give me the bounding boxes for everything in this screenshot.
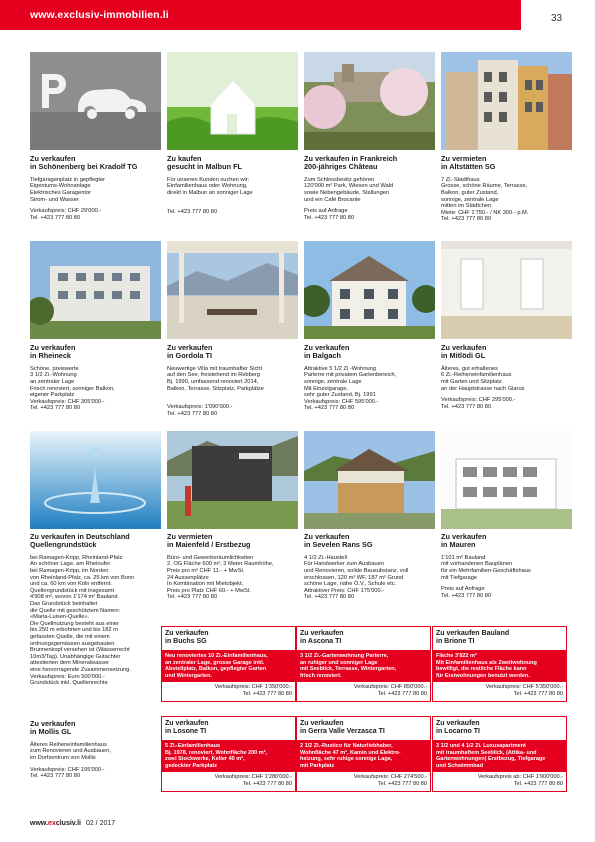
- listing-gordola: [167, 344, 298, 417]
- listing-title: Zu verkaufen in Balgach: [304, 343, 350, 361]
- listing-price: Preis auf Anfrage Tel. +423 777 80 80: [304, 208, 355, 221]
- listing-title: Zu kaufen gesucht in Malbun FL: [167, 154, 242, 172]
- listing-balgach: [304, 344, 435, 412]
- listing-altstaetten: [441, 155, 572, 223]
- header-bar: [0, 0, 521, 30]
- box-title: Zu verkaufen in Ascona TI: [300, 630, 344, 645]
- listing-mauren: [441, 533, 572, 599]
- listing-quellengrundstueck: [30, 533, 162, 687]
- page-number: 33: [551, 13, 563, 24]
- listing-desc: Büro- und Gewerberäumlichkeiten 2. OG Fläche 600 m², 3 Meter Raumhöhe, Preis pro m² CHF 11.- + MwSt. 24 Aussenplätze In Kombination mit Mietobjekt, Preis pro Platz CHF 60.- + MwSt.: [167, 554, 274, 594]
- listing-desc: Zum Schlossbesitz gehören 120'000 m² Park, Wiesen und Wald sowie Nebengebäude, Stallungen und ein Café Brocante: [304, 176, 394, 203]
- listing-sevelen: [304, 533, 435, 601]
- featured-gerra: [296, 716, 431, 792]
- featured-buchs: [161, 626, 296, 702]
- photo-townhouse: [441, 52, 572, 150]
- listing-schoenenberg: [30, 155, 161, 221]
- featured-locarno: [432, 716, 567, 792]
- listing-title: Zu verkaufen in Deutschland Quellengrundstück: [30, 532, 130, 550]
- listing-desc: 4 1/2 Zi.-Haustell Für Handwerker zum Ausbauen und Renovieren, solide Bausubstanz, voll erschlossen, 120 m² WF, 187 m² Grund schöne Lage, nähe Ö.V., Schule etc. Attraktiver Preis: CHF 175'000.-: [304, 554, 409, 594]
- box-price: Verkaufspreis ab: CHF 1'900'000.- Tel. +423 777 80 80: [477, 774, 563, 787]
- box-title: Zu verkaufen Bauland in Brione TI: [436, 630, 510, 645]
- photo-balgach: [304, 241, 435, 339]
- box-title: Zu verkaufen in Buchs SG: [165, 630, 209, 645]
- photo-rheineck: [30, 241, 161, 339]
- listing-title: Zu verkaufen in Mauren: [441, 532, 487, 550]
- box-desc: Neu renoviertes 10 Zi.-Einfamilienhaus, an zentraler Lage, grosse Garage inkl. Abstellplatz, Balkon, gepflegter Garten und Wintergarten.: [162, 650, 295, 682]
- footer-url-highlight: ex: [48, 820, 56, 827]
- listing-price: Verkaufspreis: CHF 195'000.- Tel. +423 777 80 80: [30, 766, 105, 780]
- box-price: Verkaufspreis: CHF 274'500.- Tel. +423 777 80 80: [353, 774, 427, 787]
- photo-gordola: [167, 241, 298, 339]
- listing-price: Tel. +423 777 80 80: [167, 208, 218, 215]
- photo-sevelen: [304, 431, 435, 529]
- box-title: Zu verkaufen in Losone TI: [165, 720, 209, 735]
- listing-title: Zu verkaufen in Gordola TI: [167, 343, 213, 361]
- listing-title: Zu verkaufen in Schönenberg bei Kradolf TG: [30, 154, 138, 172]
- box-price: Verkaufspreis: CHF 5'350'000.- Tel. +423 777 80 80: [485, 684, 563, 697]
- box-price: Verkaufspreis: CHF 1'350'000.- Tel. +423 777 80 80: [214, 684, 292, 697]
- footer-url-rest: clusiv.li: [55, 820, 81, 827]
- listing-title: Zu verkaufen in Frankreich 200-jähriges Château: [304, 154, 398, 172]
- featured-losone: [161, 716, 296, 792]
- listing-desc: Für unseren Kunden suchen wir: Einfamilienhaus oder Wohnung, direkt in Malbun an sonniger Lage: [167, 176, 253, 196]
- photo-mitloedi: [441, 241, 572, 339]
- footer-url-prefix: www.: [30, 820, 49, 827]
- box-desc: 2 1/2 Zi.-Rustico für Naturliebhaber, Wohnfläche 47 m², Kamin und Elektro- heizung, sehr ruhige sonnige Lage, mit Parkplatz: [297, 740, 430, 772]
- box-desc: 5 Zi.-Einfamilienhaus Bj. 1978, renoviert, Wohnfläche 200 m², zwei Stockwerke, Keller 40 m², gedeckter Parkplatz: [162, 740, 295, 772]
- listing-desc: Schöne, preiswerte 3 1/2 Zi.-Wohnung an zentraler Lage Frisch renoviert, sonniger Balkon, eigener Parkplatz: [30, 365, 115, 399]
- listing-mollis: [30, 720, 161, 780]
- listing-desc: Neuwertige Villa mit traumhafter Sicht auf den See, freistehend im Rebberg Bj. 1990, umfassend renoviert 2014, Balkon, Terrasse, Sitzplatz, Parkplätze: [167, 365, 264, 392]
- listing-title: Zu verkaufen in Mollis GL: [30, 719, 76, 737]
- listing-title: Zu vermieten in Altstätten SG: [441, 154, 496, 172]
- photo-house-grass: [167, 52, 298, 150]
- photo-mauren: [441, 431, 572, 529]
- featured-brione: [432, 626, 567, 702]
- page-header: [0, 0, 595, 30]
- listing-mitloedi: [441, 344, 572, 410]
- box-desc: 3 1/2 Zi.-Gartenwohnung Parterre, an ruhiger und sonniger Lage mit Seeblick, Terrasse, Wintergarten, frisch renoviert.: [297, 650, 430, 682]
- listing-frankreich: [304, 155, 435, 221]
- box-title: Zu verkaufen in Locarno TI: [436, 720, 480, 735]
- listing-desc: Tiefgaragenplatz in gepflegter Eigentums-Wohnanlage Elektrisches Garagentor Strom- und Wasser: [30, 176, 106, 203]
- listing-title: Zu vermieten in Maienfeld / Erstbezug: [167, 532, 251, 550]
- featured-ascona: [296, 626, 431, 702]
- photo-chateau: [304, 52, 435, 150]
- page-footer: [30, 820, 115, 827]
- listing-desc: Älteres Reiheneinfamilienhaus zum Renovieren und Ausbauen, im Dorfzentrum von Mollis: [30, 741, 111, 761]
- photo-water-drop: [30, 431, 161, 529]
- listing-price: Verkaufspreis: CHF 305'000.- Tel. +423 777 80 80: [30, 398, 105, 412]
- listing-title: Zu verkaufen in Rheineck: [30, 343, 76, 361]
- box-desc: 3 1/2 und 4 1/2 Zi. Luxusapartment mit traumhaftem Seeblick, (Attika- und Gartenwohnungen) Erstbezug, Tiefgarage und Schwimmbad: [433, 740, 566, 772]
- listing-price: Tel. +423 777 80 80: [167, 594, 218, 601]
- footer-issue: 02 / 2017: [85, 820, 116, 827]
- listing-desc: Älteres, gut erhaltenes 6 Zi.-Reiheneinfamilienhaus mit Garten und Sitzplatz an der Hauptstrasse nach Glarus: [441, 365, 525, 392]
- listing-title: Zu verkaufen in Mitlödi GL: [441, 343, 487, 361]
- listing-maienfeld: [167, 533, 298, 601]
- photo-maienfeld: [167, 431, 298, 529]
- box-title: Zu verkaufen in Gerra Valle Verzasca TI: [300, 720, 385, 735]
- listing-price: Tel. +423 777 80 80: [304, 594, 355, 601]
- box-price: Verkaufspreis: CHF 850'000.- Tel. +423 777 80 80: [353, 684, 427, 697]
- listing-desc: Attraktive 5 1/2 Zi.-Wohnung Parterre mit privatem Gartenbereich, sonnige, zentrale Lage Mit Einzelgarage, sehr guter Zustand, Bj. 1991: [304, 365, 397, 399]
- listing-title: Zu verkaufen in Sevelen Rans SG: [304, 532, 373, 550]
- listing-desc: 1'101 m² Bauland mit vorhandenen Bauplänen für ein Mehrfamilien-Geschäftshaus mit Tiefgarage: [441, 554, 531, 581]
- listing-desc: bei Ramagen-Kripp, Rheinland-Pfalz An schöner Lage, am Rheinufer bei Ramagen-Kripp, im Norden von Rheinland-Pfalz, ca. 25 km von Bonn und ca. 60 km von Köln entfernt. Quellengrundstück mit insgesamt 4'908 m², wovon 1'174 m² Bauland Das Grundstück beinhaltet die Quelle mit geschütztem Namen: «Maria-Luisen-Quelle». Die Quellnutzung besteht aus einer bis 250 m erbohrten und bis 182 m gefassten Quelle, die mit einem ordnungsgemässen ausgebauten Brunnenkopf versehen ist (Wasserrecht 10m3/Tag). Unabhängige Gutachter attestierten dem Mineralwasser eine hervorragende Zusammensetzung. Verkaufspreis: Euro 500'000.- Grundstück inkl. Quellenrechte: [30, 554, 135, 687]
- listing-price: Verkaufspreis: CHF 29'000.- Tel. +423 777 80 80: [30, 208, 102, 221]
- listing-price: Preis auf Anfrage Tel. +423 777 80 80: [441, 586, 492, 599]
- listing-price: Verkaufspreis: CHF 295'000.- Tel. +423 777 80 80: [441, 397, 516, 410]
- box-desc: Fläche 3'822 m² Mit Einfamilienhaus als Zweitwohnung bewilligt, die restliche Fläche kann für Erstwohnungen benutzt werden.: [433, 650, 566, 682]
- box-price: Verkaufspreis: CHF 1'280'000.- Tel. +423 777 80 80: [214, 774, 292, 787]
- photo-parking: [30, 52, 161, 150]
- listing-price: Verkaufspreis: 1'090'000.- Tel. +423 777 80 80: [167, 404, 233, 417]
- listing-price: Verkaufspreis: CHF 595'000.- Tel. +423 777 80 80: [304, 398, 379, 412]
- listing-rheineck: [30, 344, 161, 412]
- listing-desc: 7 Zi.-Stadthaus Grosse, schöne Räume, Terrasse, Balkon, guter Zustand, sonnige, zentrale Lage mitten im Städtchen. Miete: CHF 1'750.- / NK 300.- p.M. Tel. +423 777 80 80: [441, 176, 529, 223]
- listing-malbun: [167, 155, 298, 215]
- website-link[interactable]: www.exclusiv-immobilien.li: [30, 9, 169, 21]
